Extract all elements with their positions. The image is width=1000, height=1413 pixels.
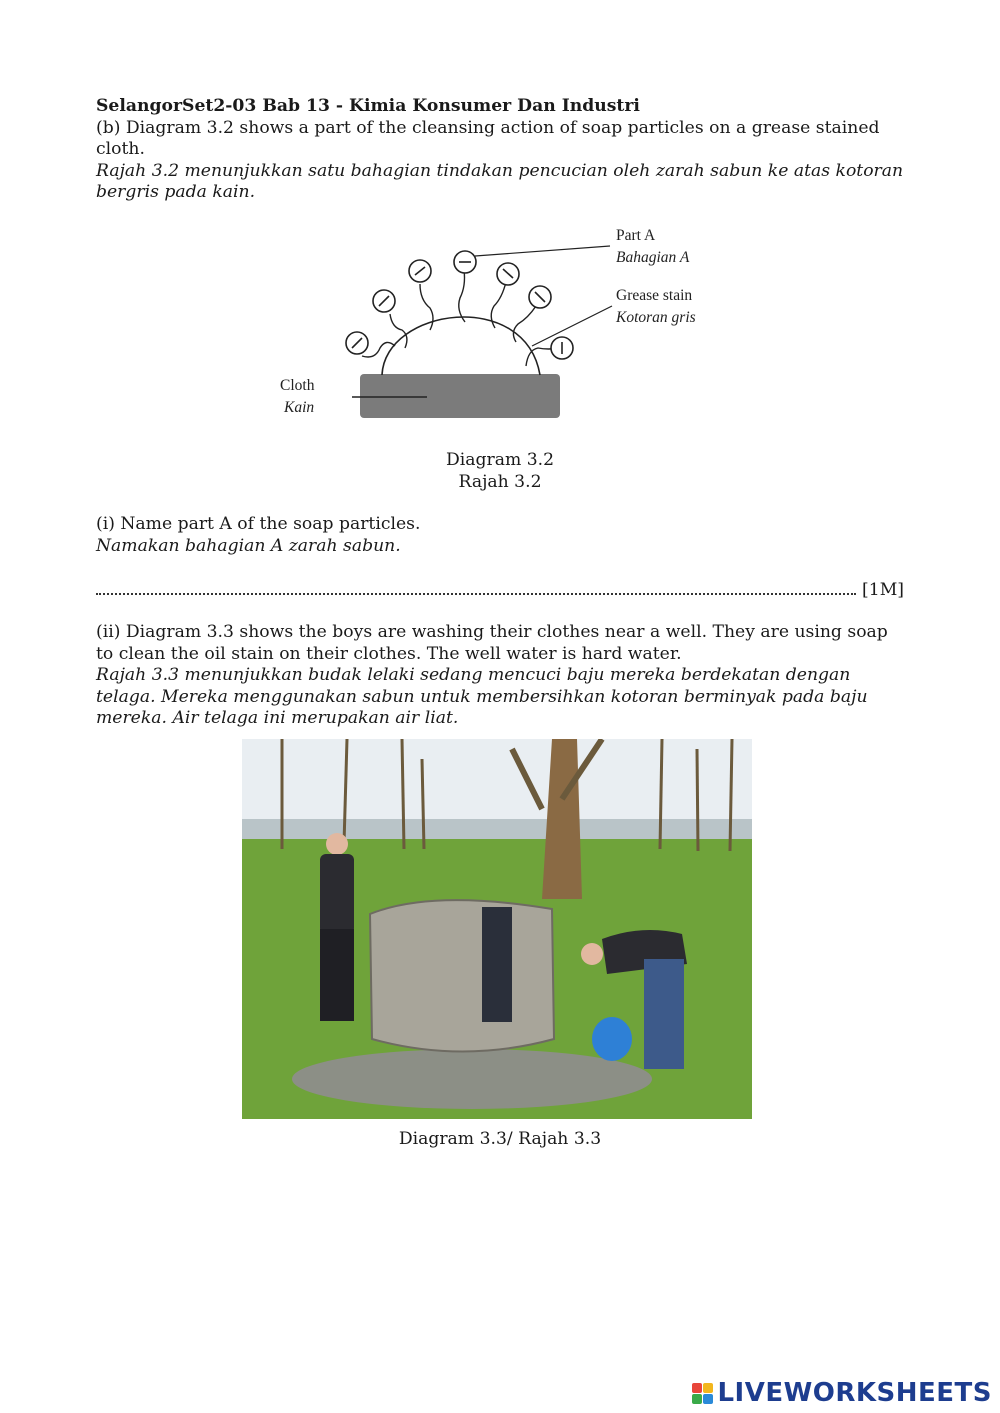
grease-pointer xyxy=(532,306,612,346)
well-photo xyxy=(242,739,752,1119)
caption-en: Diagram 3.2 xyxy=(445,450,555,470)
label-cloth: Cloth xyxy=(280,377,315,394)
brand-name: LIVEWORKSHEETS xyxy=(717,1378,992,1408)
answer-input-dots[interactable] xyxy=(96,579,856,595)
caption-ms: Rajah 3.2 xyxy=(458,471,542,492)
hanging-clothes xyxy=(482,907,512,1022)
logo-mark-icon xyxy=(692,1383,713,1404)
part-b-text-ms: Rajah 3.2 menunjukkan satu bahagian tindakan pencucian oleh zarah sabun ke atas kotoran bergris pada kain. xyxy=(96,160,904,202)
stone-ground xyxy=(292,1049,652,1109)
question-ii xyxy=(96,622,904,730)
label-grease-ms: Kotoran gris xyxy=(616,309,696,326)
question-block xyxy=(96,96,904,204)
label-cloth-ms: Kain xyxy=(284,399,315,416)
soap-tails xyxy=(362,270,560,366)
worksheet-title: SelangorSet2-03 Bab 13 - Kimia Konsumer Dan Industri xyxy=(96,96,640,116)
label-part-a: Part A xyxy=(616,227,656,244)
question-ii-en: (ii) Diagram 3.3 shows the boys are washing their clothes near a well. They are using soap to clean the oil stain on their clothes. The well water is hard water. xyxy=(96,622,888,664)
part-b-text-en: (b) Diagram 3.2 shows a part of the cleansing action of soap particles on a grease stained cloth. xyxy=(96,117,880,159)
cloth-shape xyxy=(360,374,560,418)
answer-line[interactable] xyxy=(96,579,904,600)
label-part-a-ms: Bahagian A xyxy=(616,249,690,266)
marks-label: [1M] xyxy=(862,580,904,600)
stone-well xyxy=(370,900,554,1051)
boy-standing xyxy=(320,833,354,1021)
diagram-3-3-caption: Diagram 3.3/ Rajah 3.3 xyxy=(398,1129,602,1149)
liveworksheets-logo[interactable] xyxy=(692,1378,992,1408)
label-grease: Grease stain xyxy=(616,287,693,304)
question-i xyxy=(96,514,420,557)
diagram-3-2-caption xyxy=(0,450,1000,493)
question-i-en: (i) Name part A of the soap particles. xyxy=(96,514,421,534)
soap-cleansing-diagram xyxy=(270,218,730,428)
part-a-pointer xyxy=(475,246,610,256)
question-i-ms: Namakan bahagian A zarah sabun. xyxy=(96,535,401,556)
question-ii-ms: Rajah 3.3 menunjukkan budak lelaki sedang mencuci baju mereka berdekatan dengan telaga. Mereka menggunakan sabun untuk membersihkan kotoran berminyak pada baju mereka. Air telaga ini merupakan air liat. xyxy=(96,665,868,728)
blue-bucket xyxy=(592,1017,632,1061)
